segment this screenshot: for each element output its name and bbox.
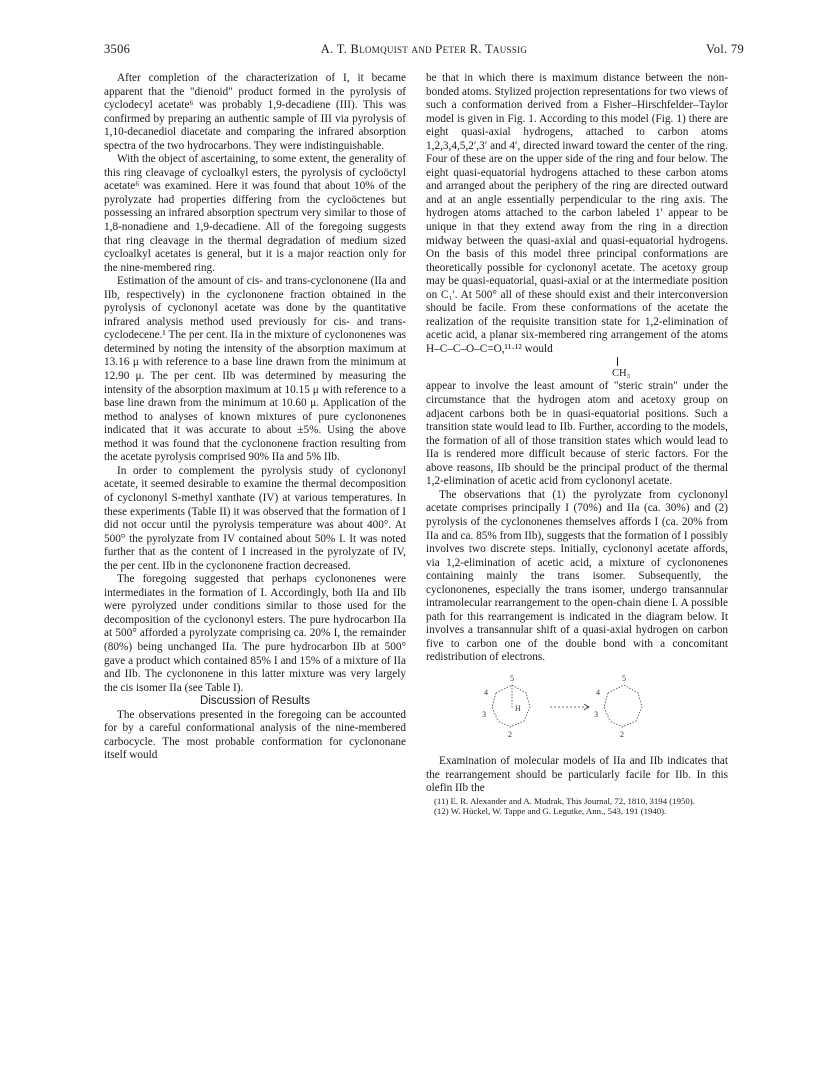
reaction-arrow [550, 704, 589, 710]
right-structure [604, 685, 642, 727]
paragraph: After completion of the characterization of I, it became apparent that the "dienoid" product formed in the pyrolysis of cyclodecyl acetate⁶ was probably 1,9-decadiene (III). This was confirmed by preparing an authentic sample of III via pyrolysis of 1,10-decanediol diacetate and comparing the infrared absorption spectra of the two hydrocarbons. They were indistinguishable. [104, 72, 406, 152]
atom-label: 5 [622, 673, 626, 683]
footnote: (11) E. R. Alexander and A. Mudrak, This Journal, 72, 1810, 3194 (1950). [434, 795, 695, 806]
paragraph: be that in which there is maximum distance between the non-bonded atoms. Stylized projection representations for two views of such a conformation derived from a Fisher–Hirschfelder–Taylor model is given in Fig. 1. According to this model (Fig. 1) there are eight quasi-axial hydrogens, attached to carbon atoms 1,2,3,4,5,2′,3′ and 4′, directed inward toward the center of the ring. Four of these are on the upper side of the ring and four below. The eight quasi-equatorial hydrogens attached to these carbon atoms and arranged about the periphery of the ring are directed outward and at an angle essentially perpendicular to the ring axis. The hydrogen atoms attached to the carbon labeled 1′ appear to be unique in that they extend away from the ring in a direction midway between the quasi-axial and quasi-equatorial hydrogens. On the basis of this model three principal conformations are theoretically possible for cyclononyl acetate. The acetoxy group may be quasi-equatorial, quasi-axial or at the intermediate position on C₁′. At 500° all of these should exist and their interconversion should be facile. From these conformations of the acetate the realization of the requisite transition state for 1,2-elimination of acetic acid, a planar six-membered ring arrangement of the atoms H–C–C–O–C=O,¹¹·¹² would [426, 72, 728, 355]
paragraph: With the object of ascertaining, to some extent, the generality of this ring cleavage of cycloalkyl esters, the pyrolysis of cycloöctyl acetate⁶ was examined. Here it was found that about 10% of the pyrolyzate had properties differing from the cycloöctenes but possessing an infrared absorption spectrum very similar to those of 1,8-nonadiene and 1,9-decadiene. All of the foregoing suggests that ring cleavage in the thermal degradation of medium sized cycloalkyl acetates is general, but it is a major reaction only for the nine-membered ring. [104, 153, 406, 274]
footnote: (12) W. Hückel, W. Tappe and G. Legutke, Ann., 543, 191 (1940). [434, 806, 667, 817]
volume-label: Vol. 79 [706, 42, 744, 56]
atom-label: 2 [508, 729, 512, 739]
paragraph: appear to involve the least amount of "steric strain" under the circumstance that the hydrogen atom and acetoxy group on adjacent carbons both be in quasi-equatorial positions. Such a transition state would lead to IIb. Further, according to the models, the formation of all of those transition states which would lead to IIa is rendered more difficult because of steric factors. For the above reasons, IIb should be the principal product of the thermal 1,2-elimination of acetic acid from cyclononyl acetate. [426, 380, 728, 488]
atom-label: 3 [594, 709, 598, 719]
atom-label: 5 [510, 673, 514, 683]
atom-label: 2 [620, 729, 624, 739]
right-column [426, 72, 728, 817]
ch3-text: CH₃ [612, 368, 631, 380]
atom-label: 4 [596, 687, 600, 697]
atom-label: 3 [482, 709, 486, 719]
left-structure [492, 685, 530, 727]
section-heading: Discussion of Results [200, 695, 310, 708]
paragraph: In order to complement the pyrolysis study of cyclononyl acetate, it seemed desirable to examine the thermal decomposition of cyclononyl S-methyl xanthate (IV) at various temperatures. In these experiments (Table II) it was observed that the formation of I did not occur until the pyrolysis temperature was about 400°. At 500° the pyrolyzate from IV contained about 50% I. It was noted further that as the content of I increased in the pyrolyzate of IV, the per cent. IIb in the cyclononene fraction decreased. [104, 464, 406, 572]
atom-label: 4 [484, 687, 488, 697]
paragraph: The foregoing suggested that perhaps cyclononenes were intermediates in the formation of I. Accordingly, both IIa and IIb were pyrolyzed under conditions similar to those used for the decomposition of the cyclononyl esters. The pure hydrocarbon IIa at 500° afforded a pyrolyzate comprising ca. 20% I, the remainder (80%) being unchanged IIa. The pure hydrocarbon IIb at 500° gave a product which contained 85% I and 15% of a mixture of IIa and IIb. The cyclononene in this latter mixture was very largely the cis isomer IIa (see Table I). [104, 573, 406, 694]
bond-line [617, 357, 618, 366]
methyl-label [612, 357, 728, 380]
rearrangement-structures [426, 671, 728, 743]
paragraph: Estimation of the amount of cis- and trans-cyclononene (IIa and IIb, respectively) in the cyclononene fraction obtained in the pyrolysis of cyclononyl acetate was done by the quantitative infrared analysis method used previously for cis- and trans-cyclodecene.¹ The per cent. IIa in the mixture of cyclononenes was determined by noting the intensity of the absorption maximum at 13.16 μ with reference to a base line drawn from the minimum at 12.90 μ. The per cent. IIb was determined by measuring the intensity of the absorption maximum at 10.15 μ with reference to a base line drawn from the minimum at 10.60 μ. Application of the method to analyses of known mixtures of pure cyclononenes indicated that it was accurate to about ±5%. Using the above method it was found that the cyclononene fraction resulting from the acetate pyrolysis comprised 90% IIa and 5% IIb. [104, 275, 406, 464]
atom-label: H [515, 703, 521, 713]
rearrangement-diagram [426, 671, 728, 743]
left-column [104, 72, 406, 763]
paragraph: The observations that (1) the pyrolyzate from cyclononyl acetate comprises principally I (70%) and IIa (ca. 30%) and (2) pyrolysis of the cyclononenes themselves affords I (ca. 20% from IIa and ca. 85% from IIb), suggests that the formation of I possibly involves two discrete steps. Initially, cyclononyl acetate affords, via 1,2-elimination of acetic acid, a mixture of cyclononenes containing mainly the trans isomer. Subsequently, the cyclononenes, especially the trans isomer, undergo transannular intramolecular rearrangement to the open-chain diene I. A possible path for this rearrangement is indicated in the diagram below. It involves a transannular shift of a quasi-axial hydrogen on carbon five to carbon one of the double bond with a concomitant redistribution of electrons. [426, 488, 728, 664]
paragraph: The observations presented in the foregoing can be accounted for by a careful conformational analysis of the nine-membered carbocycle. The most probable conformation for cyclononane itself would [104, 708, 406, 762]
page-number: 3506 [104, 42, 131, 56]
running-header [104, 42, 744, 58]
paragraph: Examination of molecular models of IIa and IIb indicates that the rearrangement should be particularly facile for IIb. In this olefin IIb the [426, 754, 728, 795]
running-authors: A. T. Blomquist and Peter R. Taussig [320, 42, 528, 56]
